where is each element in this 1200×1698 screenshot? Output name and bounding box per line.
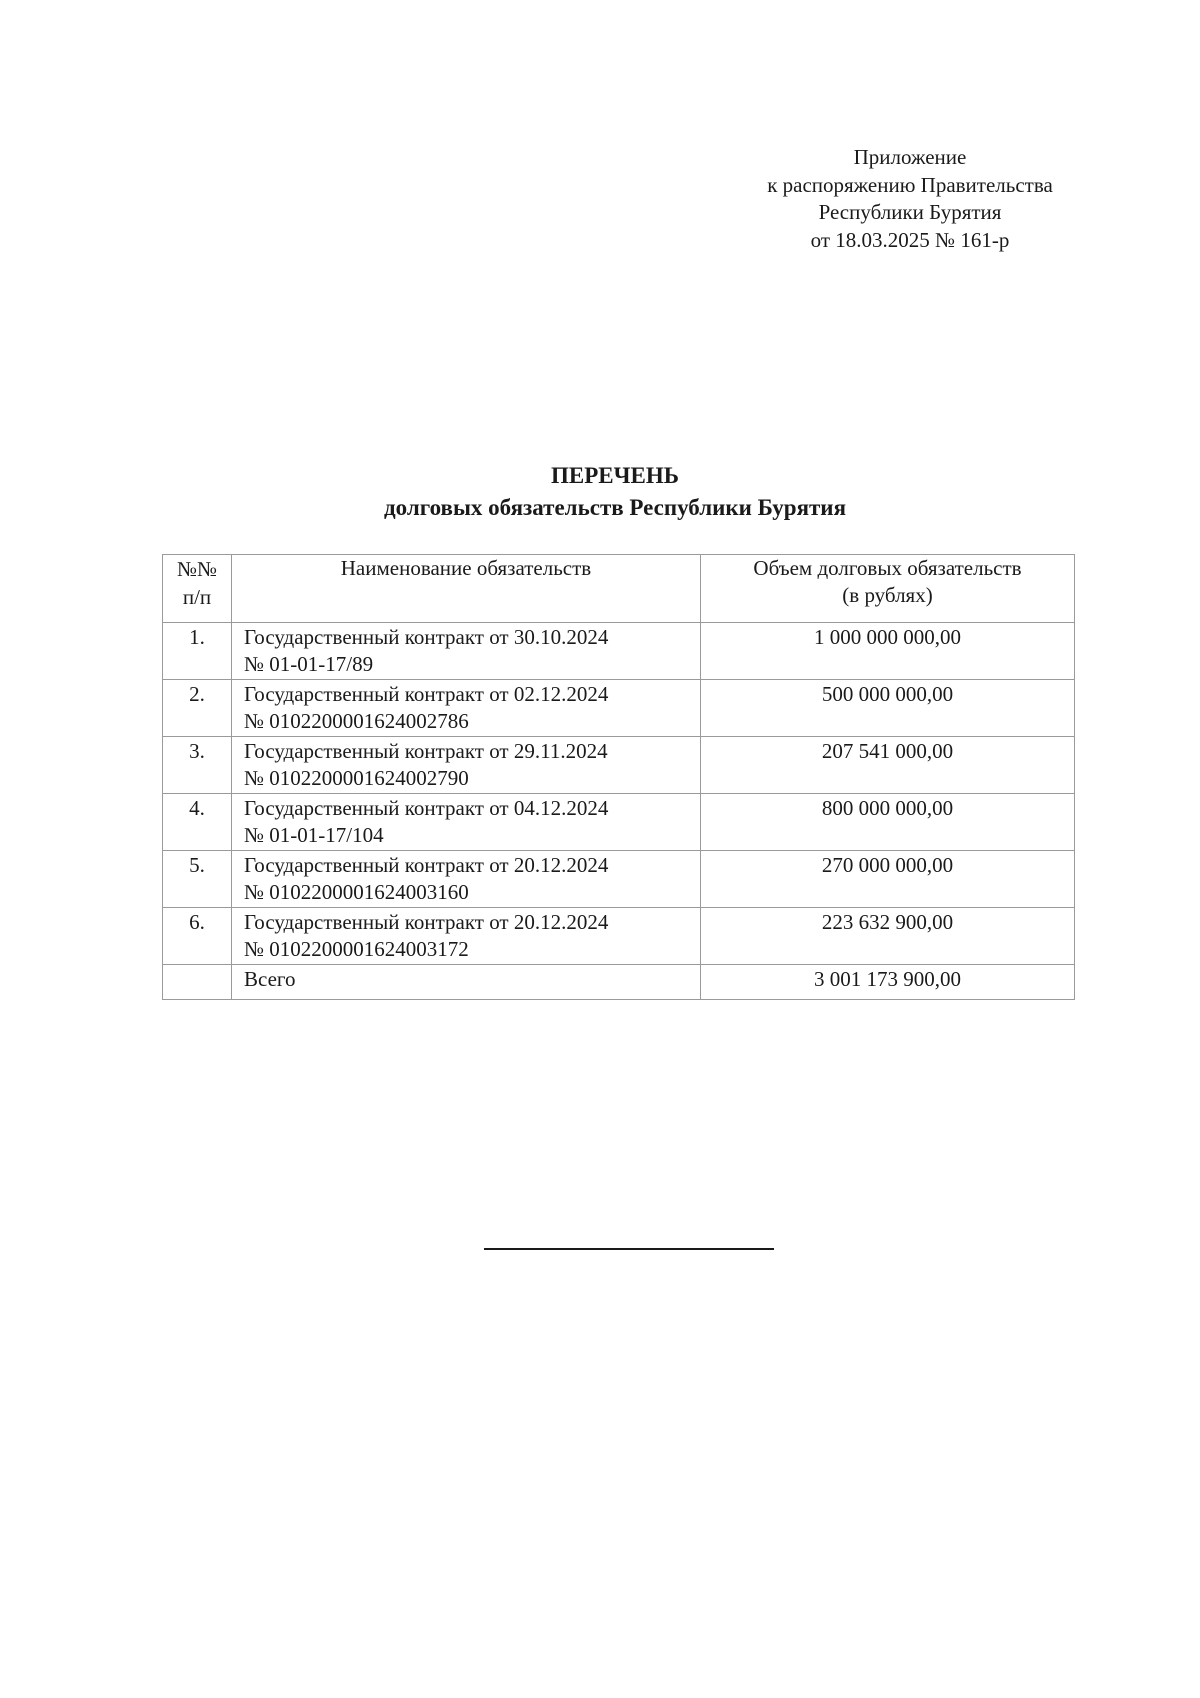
appendix-note [740, 144, 1080, 254]
row-name-line-1: Государственный контракт от 20.12.2024 [244, 910, 609, 934]
table-total-row [163, 965, 1075, 1000]
row-name [232, 737, 701, 794]
table-row [163, 737, 1075, 794]
row-number: 2. [163, 680, 232, 737]
row-name-line-1: Государственный контракт от 20.12.2024 [244, 853, 609, 877]
row-name-line-1: Государственный контракт от 04.12.2024 [244, 796, 609, 820]
signature-divider-line [484, 1248, 774, 1250]
row-amount: 500 000 000,00 [701, 680, 1075, 737]
header-name [232, 555, 701, 623]
row-number: 4. [163, 794, 232, 851]
row-name-line-2: № 0102200001624003172 [244, 937, 469, 961]
row-name [232, 851, 701, 908]
document-title [0, 460, 1200, 524]
row-number: 3. [163, 737, 232, 794]
row-name [232, 623, 701, 680]
row-amount: 1 000 000 000,00 [701, 623, 1075, 680]
row-name [232, 680, 701, 737]
header-number-line-2: п/п [182, 585, 212, 609]
row-amount: 207 541 000,00 [701, 737, 1075, 794]
title-line-2: долговых обязательств Республики Бурятия [383, 495, 847, 520]
total-number [163, 965, 232, 1000]
row-amount: 223 632 900,00 [701, 908, 1075, 965]
table-header-row [163, 555, 1075, 623]
row-name-line-1: Государственный контракт от 02.12.2024 [244, 682, 609, 706]
row-name [232, 794, 701, 851]
row-name-line-2: № 01-01-17/89 [244, 652, 374, 676]
header-amount [701, 555, 1075, 623]
total-label: Всего [232, 965, 701, 1000]
appendix-line-2: к распоряжению Правительства [767, 172, 1053, 197]
row-name [232, 908, 701, 965]
table-row [163, 623, 1075, 680]
row-number: 5. [163, 851, 232, 908]
row-number: 1. [163, 623, 232, 680]
header-number [163, 555, 232, 623]
header-number-line-1: №№ [176, 557, 218, 581]
appendix-line-1: Приложение [853, 145, 967, 169]
header-amount-line-2: (в рублях) [842, 583, 933, 607]
header-name-text: Наименование обязательств [340, 556, 592, 580]
row-name-line-2: № 0102200001624003160 [244, 880, 469, 904]
row-amount: 270 000 000,00 [701, 851, 1075, 908]
row-amount: 800 000 000,00 [701, 794, 1075, 851]
row-name-line-2: № 0102200001624002786 [244, 709, 469, 733]
row-name-line-2: № 01-01-17/104 [244, 823, 384, 847]
table-row [163, 851, 1075, 908]
row-name-line-2: № 0102200001624002790 [244, 766, 469, 790]
appendix-line-3: Республики Бурятия [818, 200, 1002, 224]
debt-obligations-table [162, 554, 1075, 1000]
table-row [163, 680, 1075, 737]
total-amount: 3 001 173 900,00 [701, 965, 1075, 1000]
row-number: 6. [163, 908, 232, 965]
title-line-1: ПЕРЕЧЕНЬ [551, 463, 679, 488]
appendix-line-4: от 18.03.2025 № 161-р [810, 227, 1010, 252]
row-name-line-1: Государственный контракт от 30.10.2024 [244, 625, 609, 649]
header-amount-line-1: Объем долговых обязательств [753, 556, 1022, 580]
table-row [163, 908, 1075, 965]
table-row [163, 794, 1075, 851]
row-name-line-1: Государственный контракт от 29.11.2024 [244, 739, 608, 763]
